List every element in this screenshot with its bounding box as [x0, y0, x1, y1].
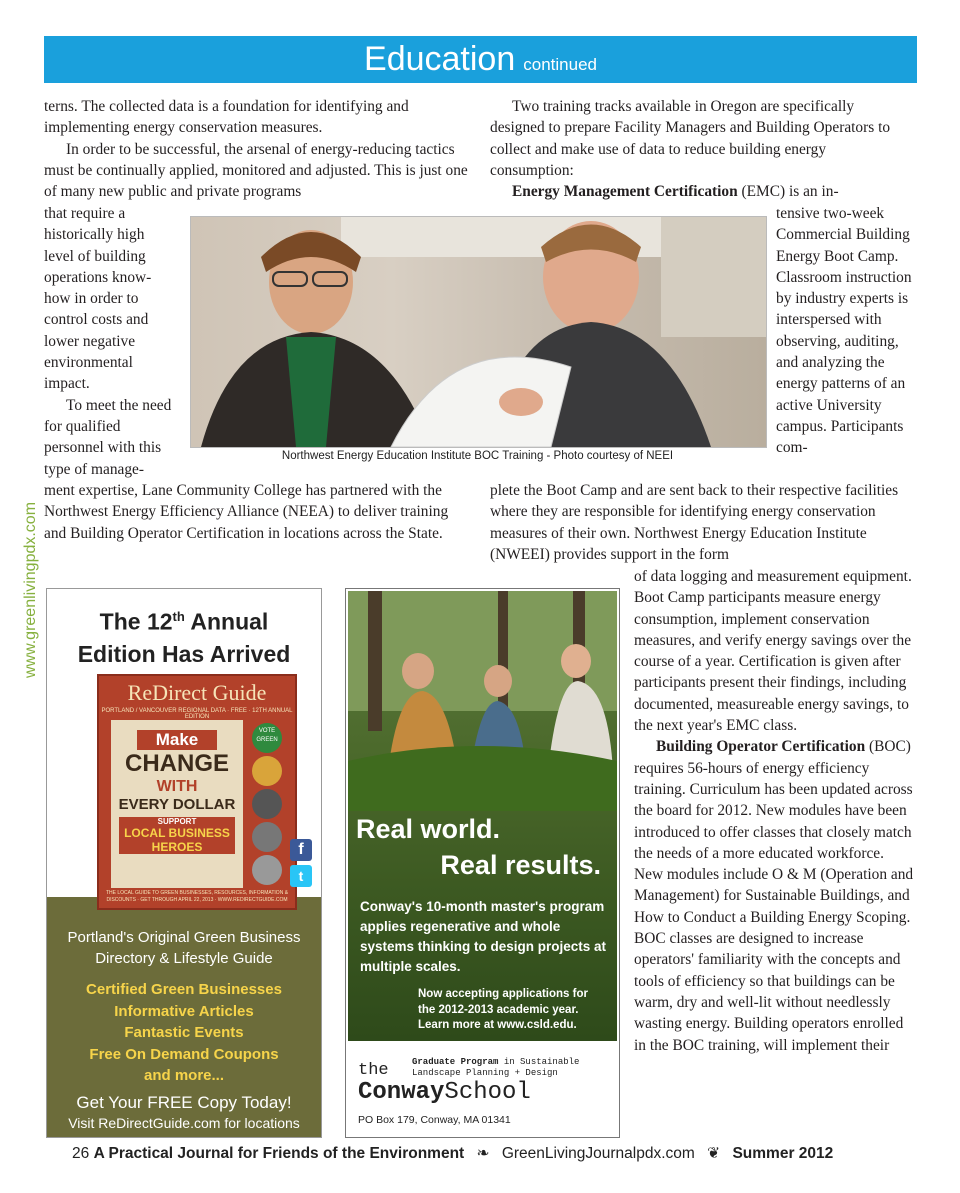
section-subtitle: continued: [523, 55, 597, 74]
ad-call-to-action: [47, 1093, 321, 1133]
cta-line: Visit ReDirectGuide.com for locations: [68, 1115, 300, 1131]
column-2-bottom: [490, 480, 916, 565]
page-number: 26: [72, 1145, 90, 1162]
program-line-2: Landscape Planning + Design: [412, 1068, 558, 1078]
program-bold: Graduate Program: [412, 1057, 499, 1067]
ad-headline-1: Real world.: [356, 814, 501, 844]
guide-subtitle: PORTLAND / VANCOUVER REGIONAL DATA · FREE · 12TH ANNUAL EDITION: [101, 708, 293, 720]
column-1-bottom-text: [44, 480, 470, 544]
redirect-guide-ad[interactable]: [46, 588, 322, 1138]
column-3: [634, 566, 916, 1056]
ad-tagline: Portland's Original Green Business Directory & Lifestyle Guide: [67, 929, 301, 967]
spacer: [192, 459, 470, 480]
ad-headline: [47, 601, 321, 670]
journal-name: A Practical Journal for Friends of the Environment: [93, 1145, 465, 1162]
training-photo: [190, 216, 767, 448]
boc-text: (BOC) requires 56-hours of energy efficiency training. Curriculum has been updated across the board for 2012. New modules have been introduced to offer classes that closely match the needs of a more educated workforce. New modules include O & M (Operation and Management) for Sustainable Buildings, and How to Conduct a Building Energy Scoping. BOC classes are designed to increase operators' familiarity with the concepts and tools of efficiency so that buildings can be warm, dry and well-lit without needlessly wasting energy. Building operators enrolled in the BOC training, will implement their: [634, 738, 914, 1054]
poster-line: SUPPORT: [119, 817, 235, 826]
ad-headline-part: Edition Has Arrived: [77, 640, 291, 667]
conway-school-ad[interactable]: [345, 588, 620, 1138]
column-1-bottom: [44, 459, 470, 480]
list-item: Informative Articles: [114, 1002, 254, 1020]
school-name-bold: Conway: [358, 1079, 445, 1106]
guide-footer: THE LOCAL GUIDE TO GREEN BUSINESSES, RESOURCES, INFORMATION & DISCOUNTS · GET THROUGH APRIL 22, 2013 · WWW.REDIRECTGUIDE.COM: [105, 890, 289, 903]
vote-green-badge: VOTE GREEN: [252, 723, 282, 753]
paragraph: ment expertise, Lane Community College has partnered with the Northwest Energy Efficiency Alliance (NEEA) to deliver training and Building Operator Certification in locations across the State.: [44, 482, 449, 542]
school-logo: [358, 1079, 531, 1106]
page-footer: [72, 1144, 892, 1163]
badge-icon: [252, 822, 282, 852]
poster-line: LOCAL BUSINESS: [119, 826, 235, 840]
side-url: [18, 480, 44, 700]
paragraph: [634, 736, 916, 1055]
list-item: and more...: [143, 1067, 225, 1084]
ornament-icon: ❦: [707, 1145, 721, 1162]
badge-icon: [252, 756, 282, 786]
ad-apply-text: [418, 987, 608, 1034]
paragraph: Two training tracks available in Oregon are specifically designed to prepare Facility Managers and Building Operators to collect and make use of data to reduce building energy consumption:: [490, 98, 891, 179]
program-rest: in Sustainable: [498, 1057, 580, 1067]
ad-headline-sup: th: [172, 609, 185, 624]
paragraph: tensive two-week Commercial Building Energy Boot Camp. Classroom instruction by industry experts is interspersed with observing, auditing, and analyzing the energy patterns of an active University campus. Participants com-: [776, 205, 912, 457]
list-item: Certified Green Businesses: [86, 981, 282, 998]
cta-line: Get Your FREE Copy Today!: [76, 1093, 292, 1112]
ad-photo-illustration: [348, 591, 617, 811]
photo-caption: Northwest Energy Education Institute BOC Training - Photo courtesy of NEEI: [281, 450, 674, 462]
poster-line: HEROES: [119, 840, 235, 854]
ad-headline-part: The 12: [99, 608, 173, 635]
paragraph: To meet the need for qualified personnel with this type of manage-: [44, 396, 172, 478]
emc-intro: (EMC) is an in-: [737, 183, 839, 201]
poster-line: EVERY DOLLAR: [118, 796, 236, 813]
section-banner: [44, 36, 917, 83]
issue-date: Summer 2012: [732, 1145, 834, 1162]
column-2-wrap: [776, 203, 916, 459]
list-item: Free On Demand Coupons: [89, 1045, 279, 1063]
column-2-top: [490, 96, 910, 202]
apply-line: the 2012-2013 academic year.: [418, 1003, 579, 1016]
paragraph: In order to be successful, the arsenal of energy-reducing tactics must be continually applied, monitored and adjusted. This is just one of many new public and private programs: [44, 140, 468, 201]
paragraph: of data logging and measurement equipment. Boot Camp participants measure energy consumption, implement conservation measures, and verify energy savings over the course of a year. Certification is given after participants present their findings, including documented, measureable energy savings, to the next year's EMC class.: [634, 568, 912, 735]
ad-description: Conway's 10-month master's program applies regenerative and whole systems thinking to design projects at multiple scales.: [360, 899, 607, 974]
program-name: [412, 1057, 579, 1079]
column-1-top: [44, 96, 470, 202]
paragraph: plete the Boot Camp and are sent back to their respective facilities where they are responsible for identifying energy conservation measures of their own. Northwest Energy Education Institute (NWEEI) provides support in the form: [490, 482, 899, 563]
ornament-icon: ❧: [476, 1145, 490, 1162]
school-address: PO Box 179, Conway, MA 01341: [358, 1114, 511, 1126]
ad-feature-list: [47, 979, 321, 1087]
poster-line: Make: [137, 730, 217, 750]
guide-poster: [111, 720, 243, 888]
guide-title: ReDirect Guide: [127, 680, 267, 705]
side-url-text: www.greenlivingpdx.com: [22, 501, 39, 679]
guide-badges: [249, 720, 285, 888]
twitter-icon: t: [290, 865, 312, 887]
column-1-wrap: [44, 203, 172, 480]
site-url: GreenLivingJournalpdx.com: [501, 1145, 695, 1162]
apply-line: Now accepting applications for: [418, 988, 588, 1000]
poster-line: CHANGE: [124, 750, 229, 777]
section-title: Education: [364, 40, 516, 78]
paragraph: terns. The collected data is a foundation for identifying and implementing energy conservation measures.: [44, 98, 409, 137]
badge-icon: [252, 789, 282, 819]
school-name-rest: School: [444, 1079, 531, 1106]
paragraph: [490, 181, 910, 202]
facebook-icon: f: [290, 839, 312, 861]
emc-heading: Energy Management Certification: [512, 183, 738, 201]
list-item: Fantastic Events: [124, 1024, 244, 1041]
ad-headline-2: Real results.: [440, 850, 601, 880]
photo-illustration: [191, 217, 766, 447]
badge-icon: [252, 855, 282, 885]
school-article: the: [358, 1061, 389, 1080]
paragraph: that require a historically high level of building operations know-how in order to control costs and lower negative environmental impact.: [44, 205, 152, 393]
boc-heading: Building Operator Certification: [656, 738, 866, 756]
guide-cover: [97, 674, 297, 910]
poster-line: WITH: [156, 778, 198, 795]
apply-line: Learn more at www.csld.edu.: [418, 1019, 577, 1031]
ad-headline-part: Annual: [184, 608, 269, 635]
